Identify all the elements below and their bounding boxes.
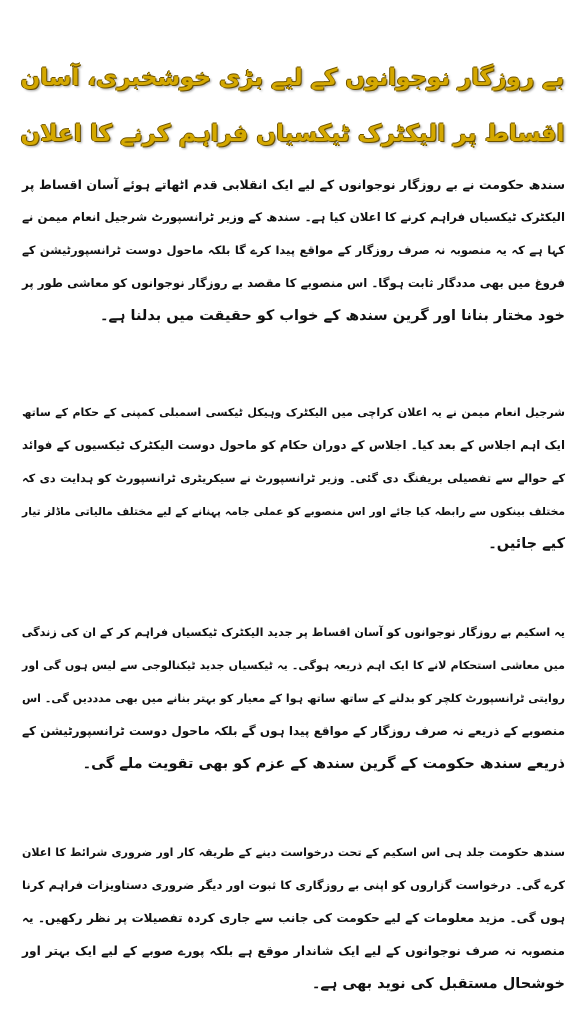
- paragraph-3: [22, 616, 565, 781]
- paragraph-line: سندھ حکومت جلد ہی اس اسکیم کے تحت درخواست دینے کے طریقہ کار اور ضروری شرائط کا اعلان: [22, 846, 565, 859]
- paragraph-line: ہوں گی۔ مزید معلومات کے لیے حکومت کی جانب سے جاری کردہ تفصیلات پر نظر رکھیں۔ یہ: [22, 911, 565, 925]
- paragraph-line: الیکٹرک ٹیکسیاں فراہم کرنے کا اعلان کیا ہے۔ سندھ کے وزیر ٹرانسپورٹ شرجیل انعام میمن نے: [22, 210, 565, 224]
- paragraph-line: کرے گی۔ درخواست گزاروں کو اپنی بے روزگاری کا ثبوت اور دیگر ضروری دستاویزات فراہم کرنا: [22, 878, 565, 892]
- paragraph-line: منصوبے کے ذریعے نہ صرف روزگار کے مواقع پیدا ہوں گے بلکہ ماحول دوست ٹرانسپورٹیشن کے: [22, 724, 565, 738]
- paragraph-2: [22, 396, 565, 561]
- paragraph-line: ایک اہم اجلاس کے بعد کیا۔ اجلاس کے دوران حکام کو ماحول دوست الیکٹرک ٹیکسیوں کے فوائد: [22, 438, 565, 452]
- paragraph-line: خود مختار بنانا اور گرین سندھ کے خواب کو حقیقت میں بدلنا ہے۔: [99, 308, 565, 324]
- paragraph-line: منصوبہ نہ صرف نوجوانوں کے لیے ایک شاندار موقع ہے بلکہ پورے صوبے کے لیے ایک بہتر اور: [22, 944, 565, 958]
- headline-line-1: بے روزگار نوجوانوں کے لیے بڑی خوشخبری، آسان: [20, 65, 565, 92]
- headline: [18, 50, 567, 168]
- paragraph-line: مختلف بینکوں سے رابطہ کیا جائے اور اس منصوبے کو عملی جامہ پہنانے کے لیے مختلف مالیاتی ماڈلز تیار: [22, 505, 565, 518]
- paragraph-line: کہا ہے کہ یہ منصوبہ نہ صرف روزگار کے مواقع پیدا کرے گا بلکہ ماحول دوست ٹرانسپورٹیشن کے: [22, 243, 565, 257]
- paragraph-line: کیے جائیں۔: [488, 536, 565, 552]
- paragraph-line: ذریعے سندھ حکومت کے گرین سندھ کے عزم کو بھی تقویت ملے گی۔: [82, 756, 565, 772]
- paragraph-4: [22, 836, 565, 1001]
- headline-line-2: اقساط پر الیکٹرک ٹیکسیاں فراہم کرنے کا اعلان: [20, 120, 565, 148]
- paragraph-line: میں معاشی استحکام لانے کا ایک اہم ذریعہ ہوگی۔ یہ ٹیکسیاں جدید ٹیکنالوجی سے لیس ہوں گی اور: [22, 659, 565, 672]
- paragraph-line: کے حوالے سے تفصیلی بریفنگ دی گئی۔ وزیر ٹرانسپورٹ نے سیکریٹری ٹرانسپورٹ کو ہدایت دی کہ: [22, 472, 565, 485]
- paragraph-line: خوشحال مستقبل کی نوید بھی ہے۔: [311, 976, 565, 992]
- paragraph-1: [22, 168, 565, 333]
- paragraph-line: یہ اسکیم بے روزگار نوجوانوں کو آسان اقساط پر جدید الیکٹرک ٹیکسیاں فراہم کر کے ان کی زندگی: [21, 626, 565, 639]
- paragraph-line: سندھ حکومت نے بے روزگار نوجوانوں کے لیے ایک انقلابی قدم اٹھاتے ہوئے آسان اقساط پر: [22, 177, 565, 192]
- paragraph-line: فروغ میں بھی مددگار ثابت ہوگا۔ اس منصوبے کا مقصد بے روزگار نوجوانوں کو معاشی طور پر: [21, 276, 565, 290]
- paragraph-line: روایتی ٹرانسپورٹ کلچر کو بدلنے کے ساتھ ساتھ ہوا کے معیار کو بہتر بنانے میں بھی مدددیں گی۔ اس: [22, 692, 565, 705]
- paragraph-line: شرجیل انعام میمن نے یہ اعلان کراچی میں الیکٹرک وہیکل ٹیکسی اسمبلی کمپنی کے حکام کے ساتھ: [22, 406, 565, 419]
